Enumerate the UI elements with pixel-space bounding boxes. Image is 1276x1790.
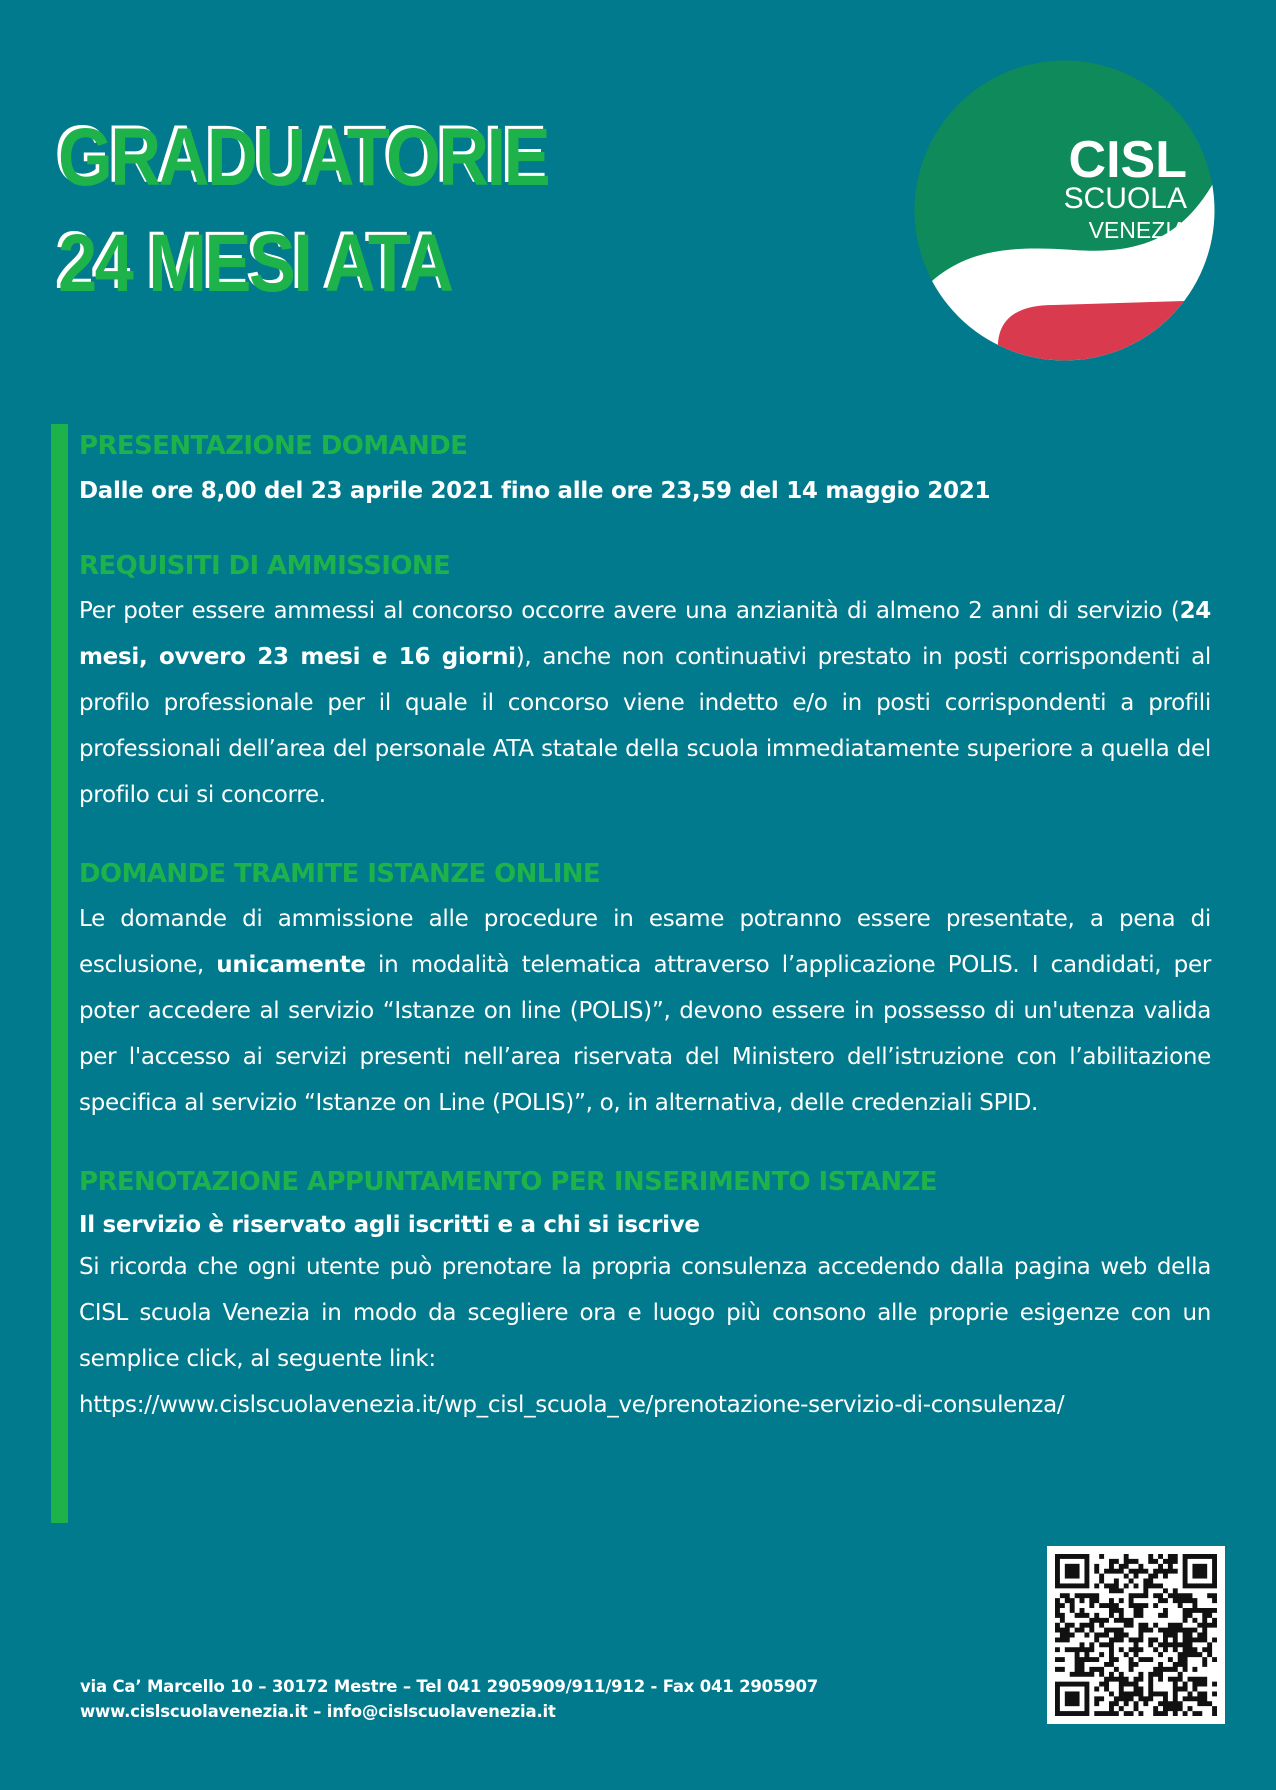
prenotazione-text: Si ricorda che ogni utente può prenotare la propria consulenza accedendo dalla pagina web della CISL scuola Venezia in modo da scegliere ora e luogo più consono alle proprie esigenze con un semplice click, al seguente link: xyxy=(79,1254,1211,1372)
section-heading-prenotazione: PRENOTAZIONE APPUNTAMENTO PER INSERIMENTO ISTANZE xyxy=(79,1167,937,1197)
logo-scuola-text: SCUOLA xyxy=(1063,182,1187,215)
section-requisiti xyxy=(79,548,1211,818)
section-heading-requisiti: REQUISITI DI AMMISSIONE xyxy=(79,551,451,581)
title-line-1: GRADUATORIE xyxy=(58,112,549,203)
prenotazione-subline: Il servizio è riservato agli iscritti e a chi si iscrive xyxy=(79,1212,700,1238)
presentazione-dates: Dalle ore 8,00 del 23 aprile 2021 fino alle ore 23,59 del 14 maggio 2021 xyxy=(79,478,991,504)
footer-web-email: www.cislscuolavenezia.it – info@cislscuolavenezia.it xyxy=(80,1702,556,1721)
section-heading-presentazione: PRESENTAZIONE DOMANDE xyxy=(79,431,468,461)
prenotazione-link[interactable]: https://www.cislscuolavenezia.it/wp_cisl_scuola_ve/prenotazione-servizio-di-consulenza/ xyxy=(79,1392,1065,1418)
footer xyxy=(80,1674,818,1724)
section-presentazione xyxy=(79,428,1211,510)
domande-text: Le domande di ammissione alle procedure in esame potranno essere presentate, a pena di esclusione, unicamente in modalità telematica attraverso l’applicazione POLIS. I candidati, per poter accedere al servizio “Istanze on line (POLIS)”, devono essere in possesso di un'utenza valida per l'accesso ai servizi presenti nell’area riservata del Ministero dell’istruzione con l’abilitazione specifica al servizio “Istanze on Line (POLIS)”, o, in alternativa, delle credenziali SPID. xyxy=(79,906,1211,1116)
page-title xyxy=(58,105,548,317)
requisiti-text: Per poter essere ammessi al concorso occorre avere una anzianità di almeno 2 anni di servizio (24 mesi, ovvero 23 mesi e 16 giorni), anche non continuativi prestato in posti corrispondenti al profilo professionale per il quale il concorso viene indetto e/o in posti corrispondenti a profili professionali dell’area del personale ATA statale della scuola immediatamente superiore a quella del profilo cui si concorre. xyxy=(79,598,1211,808)
section-prenotazione xyxy=(79,1164,1211,1428)
cisl-logo xyxy=(914,60,1215,361)
main-content xyxy=(51,424,1211,1523)
qr-code-icon[interactable] xyxy=(1047,1546,1225,1724)
logo-cisl-text: CISL xyxy=(1068,131,1187,189)
section-heading-domande: DOMANDE TRAMITE ISTANZE ONLINE xyxy=(79,859,601,889)
qr-code-pattern xyxy=(1047,1546,1225,1724)
title-line-2: 24 MESI ATA xyxy=(58,218,452,309)
footer-address: via Ca’ Marcello 10 – 30172 Mestre – Tel 041 2905909/911/912 - Fax 041 2905907 xyxy=(80,1677,819,1696)
logo-venezia-text: VENEZIA xyxy=(1088,217,1187,243)
section-domande xyxy=(79,856,1211,1126)
